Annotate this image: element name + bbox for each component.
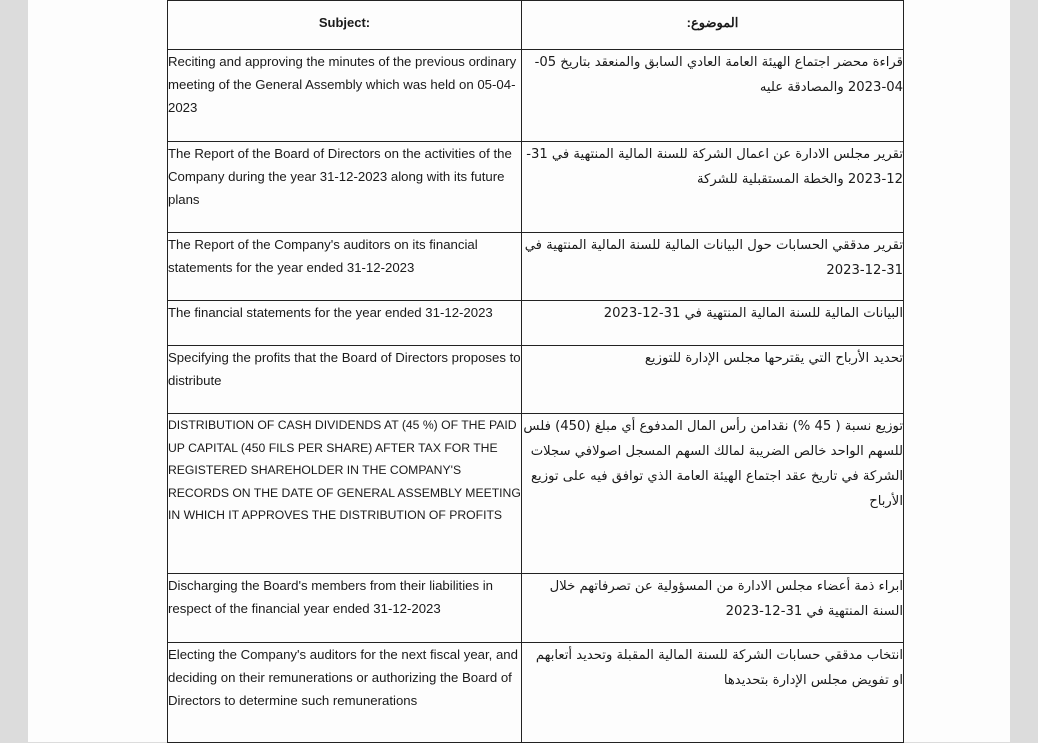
item-en: Electing the Company's auditors for the next fiscal year, and deciding on their remunerations or authorizing the Board of Directors to determine such remunerations xyxy=(168,643,522,743)
table-row xyxy=(168,574,904,643)
item-en: The Report of the Company's auditors on its financial statements for the year ended 31-12-2023 xyxy=(168,233,522,301)
agenda-table xyxy=(167,0,904,743)
document-page xyxy=(28,0,1010,742)
item-ar: تحديد الأرباح التي يقترحها مجلس الإدارة للتوزيع xyxy=(522,346,904,414)
table-row xyxy=(168,50,904,142)
item-ar: قراءة محضر اجتماع الهيئة العامة العادي السابق والمنعقد بتاريخ 05-04-2023 والمصادقة عليه xyxy=(522,50,904,142)
item-en: Specifying the profits that the Board of Directors proposes to distribute xyxy=(168,346,522,414)
item-ar: ابراء ذمة أعضاء مجلس الادارة من المسؤولية عن تصرفاتهم خلال السنة المنتهية في 31-12-2023 xyxy=(522,574,904,643)
item-ar: البيانات المالية للسنة المالية المنتهية في 31-12-2023 xyxy=(522,301,904,346)
item-ar: انتخاب مدققي حسابات الشركة للسنة المالية المقبلة وتحديد أتعابهم او تفويض مجلس الإدارة بتحديدها xyxy=(522,643,904,743)
table-header-row xyxy=(168,1,904,50)
subject-header-en: Subject: xyxy=(168,1,522,50)
item-en: The financial statements for the year ended 31-12-2023 xyxy=(168,301,522,346)
table-row xyxy=(168,414,904,574)
item-ar: توزيع نسبة ( 45 %) نقدامن رأس المال المدفوع أي مبلغ (450) فلس للسهم الواحد خالص الضريبة لمالك السهم المسجل اصولافي سجلات الشركة في تاريخ عقد اجتماع الهيئة العامة الذي توافق فيه على توزيع الأرباح xyxy=(522,414,904,574)
table-row xyxy=(168,301,904,346)
table-row xyxy=(168,142,904,233)
table-row xyxy=(168,643,904,743)
item-ar: تقرير مدققي الحسابات حول البيانات المالية للسنة المالية المنتهية في 31-12-2023 xyxy=(522,233,904,301)
table-row xyxy=(168,233,904,301)
item-ar: تقرير مجلس الادارة عن اعمال الشركة للسنة المالية المنتهية في 31-12-2023 والخطة المستقبلية للشركة xyxy=(522,142,904,233)
item-en: DISTRIBUTION OF CASH DIVIDENDS AT (45 %) OF THE PAID UP CAPITAL (450 FILS PER SHARE) AFTER TAX FOR THE REGISTERED SHAREHOLDER IN THE COMPANY'S RECORDS ON THE DATE OF GENERAL ASSEMBLY MEETING IN WHICH IT APPROVES THE DISTRIBUTION OF PROFITS xyxy=(168,414,522,574)
item-en: Reciting and approving the minutes of the previous ordinary meeting of the General Assembly which was held on 05-04-2023 xyxy=(168,50,522,142)
subject-header-ar: الموضوع: xyxy=(522,1,904,50)
item-en: Discharging the Board's members from their liabilities in respect of the financial year ended 31-12-2023 xyxy=(168,574,522,643)
item-en: The Report of the Board of Directors on the activities of the Company during the year 31-12-2023 along with its future plans xyxy=(168,142,522,233)
table-row xyxy=(168,346,904,414)
